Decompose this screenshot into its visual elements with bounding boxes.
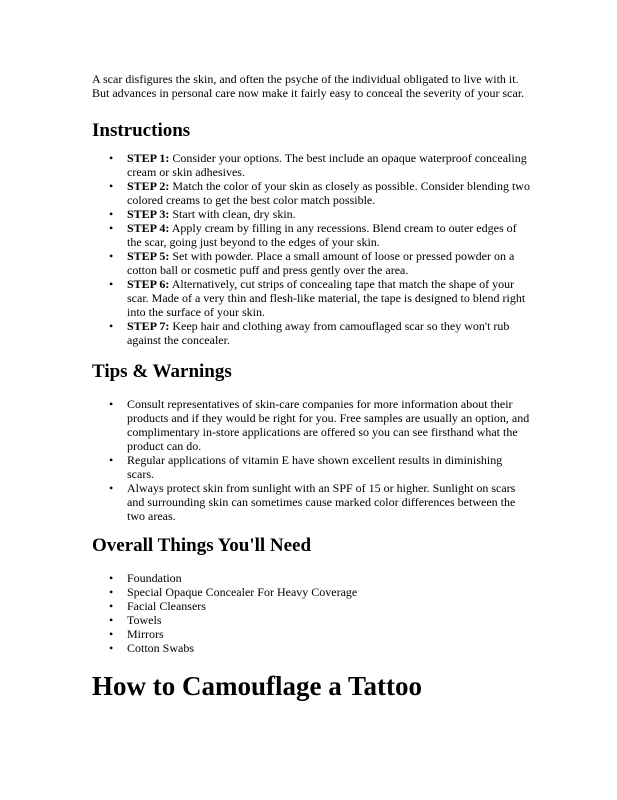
- need-text: Foundation: [127, 571, 182, 585]
- step-label: STEP 4:: [127, 221, 170, 235]
- list-item: [92, 585, 532, 599]
- list-item: [92, 627, 532, 641]
- bullet-icon: •: [109, 571, 114, 585]
- step-label: STEP 1:: [127, 151, 170, 165]
- next-article-title: How to Camouflage a Tattoo: [92, 671, 422, 701]
- bullet-icon: •: [109, 207, 114, 221]
- tip-text: Consult representatives of skin-care companies for more information about their products and if they would be right for you. Free samples are usually an option, and complimentary in-store applications are offered so you can see firsthand what the product can do.: [127, 397, 530, 453]
- list-item: [92, 319, 532, 347]
- bullet-icon: •: [109, 397, 114, 411]
- list-item: [92, 481, 532, 523]
- bullet-icon: •: [109, 221, 114, 235]
- bullet-icon: •: [109, 613, 114, 627]
- step-text: Start with clean, dry skin.: [172, 207, 296, 221]
- step-text: Alternatively, cut strips of concealing tape that match the shape of your scar. Made of a very thin and flesh-like material, the tape is designed to blend right into the surface of your skin.: [127, 277, 526, 319]
- bullet-icon: •: [109, 249, 114, 263]
- intro-paragraph: A scar disfigures the skin, and often the psyche of the individual obligated to live with it. But advances in personal care now make it fairly easy to conceal the severity of your scar.: [92, 72, 525, 100]
- instructions-heading: Instructions: [92, 120, 191, 141]
- need-text: Mirrors: [127, 627, 164, 641]
- bullet-icon: •: [109, 179, 114, 193]
- step-text: Keep hair and clothing away from camouflaged scar so they won't rub against the concealer.: [127, 319, 510, 347]
- list-item: [92, 613, 532, 627]
- list-item: [92, 221, 532, 249]
- bullet-icon: •: [109, 453, 114, 467]
- step-label: STEP 3:: [127, 207, 170, 221]
- list-item: [92, 277, 532, 319]
- list-item: [92, 599, 532, 613]
- tip-text: Always protect skin from sunlight with an SPF of 15 or higher. Sunlight on scars and surrounding skin can sometimes cause marked color differences between the two areas.: [127, 481, 516, 523]
- need-text: Facial Cleansers: [127, 599, 206, 613]
- list-item: [92, 397, 532, 453]
- step-label: STEP 2:: [127, 179, 170, 193]
- list-item: [92, 179, 532, 207]
- document-page: [92, 72, 532, 702]
- list-item: [92, 571, 532, 585]
- step-text: Match the color of your skin as closely as possible. Consider blending two colored creams to get the best color match possible.: [127, 179, 530, 207]
- step-label: STEP 7:: [127, 319, 170, 333]
- list-item: [92, 249, 532, 277]
- step-text: Apply cream by filling in any recessions. Blend cream to outer edges of the scar, going just beyond to the edges of your skin.: [127, 221, 517, 249]
- list-item: [92, 207, 532, 221]
- bullet-icon: •: [109, 641, 114, 655]
- list-item: [92, 151, 532, 179]
- bullet-icon: •: [109, 599, 114, 613]
- need-text: Towels: [127, 613, 162, 627]
- bullet-icon: •: [109, 481, 114, 495]
- bullet-icon: •: [109, 151, 114, 165]
- list-item: [92, 641, 532, 655]
- list-item: [92, 453, 532, 481]
- step-text: Consider your options. The best include an opaque waterproof concealing cream or skin adhesives.: [127, 151, 527, 179]
- tip-text: Regular applications of vitamin E have shown excellent results in diminishing scars.: [127, 453, 503, 481]
- step-text: Set with powder. Place a small amount of loose or pressed powder on a cotton ball or cosmetic puff and press gently over the area.: [127, 249, 515, 277]
- need-text: Cotton Swabs: [127, 641, 195, 655]
- needs-heading: Overall Things You'll Need: [92, 535, 312, 556]
- bullet-icon: •: [109, 277, 114, 291]
- bullet-icon: •: [109, 627, 114, 641]
- step-label: STEP 5:: [127, 249, 170, 263]
- bullet-icon: •: [109, 585, 114, 599]
- tips-list: [92, 397, 532, 523]
- instructions-list: [92, 151, 532, 347]
- step-label: STEP 6:: [127, 277, 170, 291]
- need-text: Special Opaque Concealer For Heavy Coverage: [127, 585, 358, 599]
- needs-list: [92, 571, 532, 655]
- tips-heading: Tips & Warnings: [92, 361, 232, 382]
- bullet-icon: •: [109, 319, 114, 333]
